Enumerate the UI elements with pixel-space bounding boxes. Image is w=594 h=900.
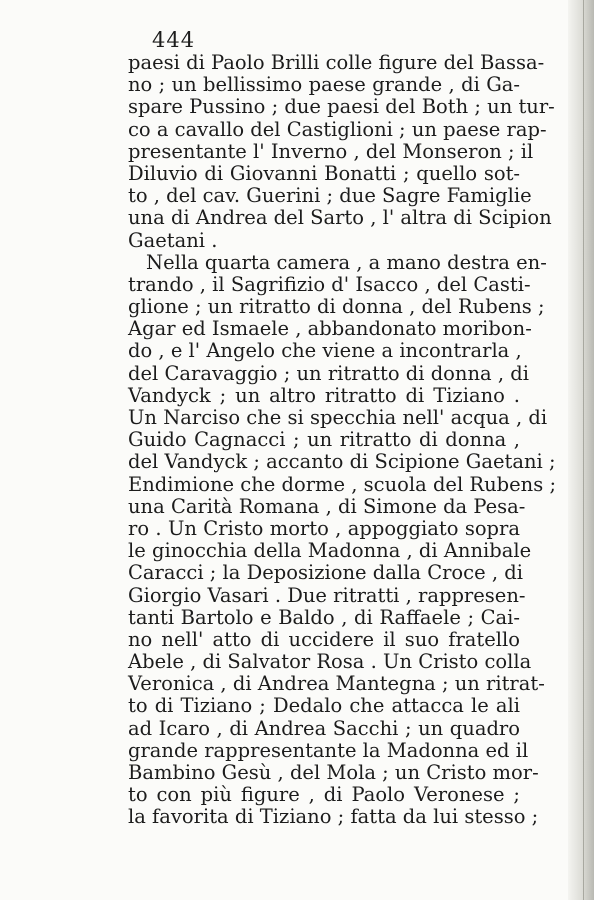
text-line: grande rappresentante la Madonna ed il: [128, 738, 529, 762]
text-line: Giorgio Vasari . Due ritratti , rappresen-: [128, 583, 526, 607]
text-line: una di Andrea del Sarto , l' altra di Scipion: [128, 206, 552, 230]
text-line: una Carità Romana , di Simone da Pesa-: [128, 494, 526, 518]
text-line: Caracci ; la Deposizione dalla Croce , di: [128, 561, 523, 585]
text-line: le ginocchia della Madonna , di Annibale: [128, 539, 532, 563]
text-line: Un Narciso che si specchia nell' acqua , di: [128, 406, 548, 429]
text-line: to di Tiziano ; Dedalo che attacca le ali: [128, 694, 520, 718]
text-line: no nell' atto di uccidere il suo fratello: [128, 627, 520, 651]
text-line: Nella quarta camera , a mano destra en-: [146, 250, 547, 274]
text-line: del Caravaggio ; un ritratto di donna , di: [128, 361, 529, 385]
text-line: del Vandyck ; accanto di Scipione Gaetani ;: [128, 450, 556, 474]
text-line: paesi di Paolo Brilli colle figure del Bassa-: [128, 51, 545, 74]
text-line: Vandyck ; un altro ritratto di Tiziano .: [128, 383, 520, 407]
text-line: la favorita di Tiziano ; fatta da lui stesso ;: [128, 805, 539, 829]
text-line: spare Pussino ; due paesi del Both ; un tur-: [128, 95, 555, 119]
text-line: co a cavallo del Castiglioni ; un paese rap-: [128, 117, 547, 141]
text-line: tanti Bartolo e Baldo , di Raffaele ; Cai-: [128, 605, 520, 629]
text-line: Veronica , di Andrea Mantegna ; un ritrat-: [128, 672, 545, 696]
text-line: to , del cav. Guerini ; due Sagre Famiglie: [128, 184, 532, 208]
page-gutter-shadow: [568, 0, 594, 900]
text-line: ro . Un Cristo morto , appoggiato sopra: [128, 516, 520, 540]
body-text: [128, 51, 557, 829]
text-line: Agar ed Ismaele , abbandonato moribon-: [128, 317, 532, 341]
text-line: Diluvio di Giovanni Bonatti ; quello sot-: [128, 161, 520, 185]
text-line: Abele , di Salvator Rosa . Un Cristo colla: [128, 650, 532, 674]
text-line: Bambino Gesù , del Mola ; un Cristo mor-: [128, 761, 539, 784]
text-line: ad Icaro , di Andrea Sacchi ; un quadro: [128, 716, 520, 740]
page-edge-line: [583, 0, 584, 900]
page-number: 444: [152, 28, 196, 52]
text-line: Endimione che dorme , scuola del Rubens ;: [128, 472, 557, 496]
text-line: do , e l' Angelo che viene a incontrarla ,: [128, 339, 522, 363]
text-line: glione ; un ritratto di donna , del Rubens ;: [128, 295, 545, 319]
text-line: no ; un bellissimo paese grande , di Ga-: [128, 73, 520, 97]
text-line: to con più figure , di Paolo Veronese ;: [128, 783, 520, 807]
text-line: Gaetani .: [128, 228, 218, 252]
text-line: trando , il Sagrifizio d' Isacco , del Casti-: [128, 272, 531, 296]
text-line: Guido Cagnacci ; un ritratto di donna ,: [128, 428, 520, 452]
text-line: presentante l' Inverno , del Monseron ; il: [128, 139, 534, 163]
